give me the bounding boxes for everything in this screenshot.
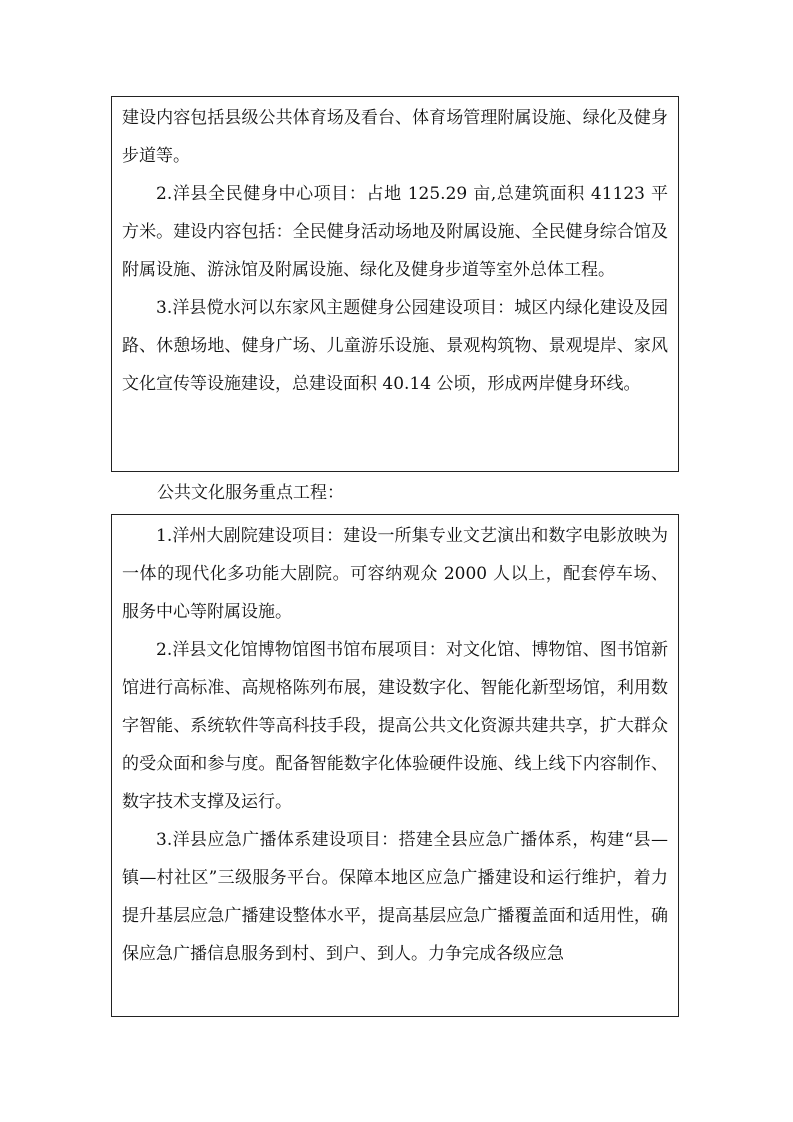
sports-paragraph-family-park: 3.洋县傥水河以东家风主题健身公园建设项目：城区内绿化建设及园路、休憩场地、健身广场、儿童游乐设施、景观构筑物、景观堤岸、家风文化宣传等设施建设，总建设面积 40.14 公顷，形成两岸健身环线。	[122, 298, 668, 394]
sports-paragraph-fitness-center: 2.洋县全民健身中心项目：占地 125.29 亩,总建筑面积 41123 平方米。建设内容包括：全民健身活动场地及附属设施、全民健身综合馆及附属设施、游泳馆及附属设施、绿化及健身步道等室外总体工程。	[122, 184, 668, 280]
culture-paragraph-emergency-broadcast: 3.洋县应急广播体系建设项目：搭建全县应急广播体系，构建“县—镇—村社区”三级服务平台。保障本地区应急广播建设和运行维护，着力提升基层应急广播建设整体水平，提高基层应急广播覆盖面和适用性，确保应急广播信息服务到村、到户、到人。力争完成各级应急	[122, 830, 668, 964]
culture-paragraph-grand-theater: 1.洋州大剧院建设项目：建设一所集专业文艺演出和数字电影放映为一体的现代化多功能大剧院。可容纳观众 2000 人以上，配套停车场、服务中心等附属设施。	[122, 526, 668, 622]
culture-section-heading: 公共文化服务重点工程：	[157, 483, 344, 503]
sports-paragraph-continuation: 建设内容包括县级公共体育场及看台、体育场管理附属设施、绿化及健身步道等。	[122, 108, 668, 166]
culture-paragraph-museum-library: 2.洋县文化馆博物馆图书馆布展项目：对文化馆、博物馆、图书馆新馆进行高标准、高规格陈列布展，建设数字化、智能化新型场馆，利用数字智能、系统软件等高科技手段，提高公共文化资源共建共享，扩大群众的受众面和参与度。配备智能数字化体验硬件设施、线上线下内容制作、数字技术支撑及运行。	[122, 640, 668, 812]
culture-projects-box	[111, 514, 679, 1017]
sports-projects-box	[111, 96, 679, 472]
